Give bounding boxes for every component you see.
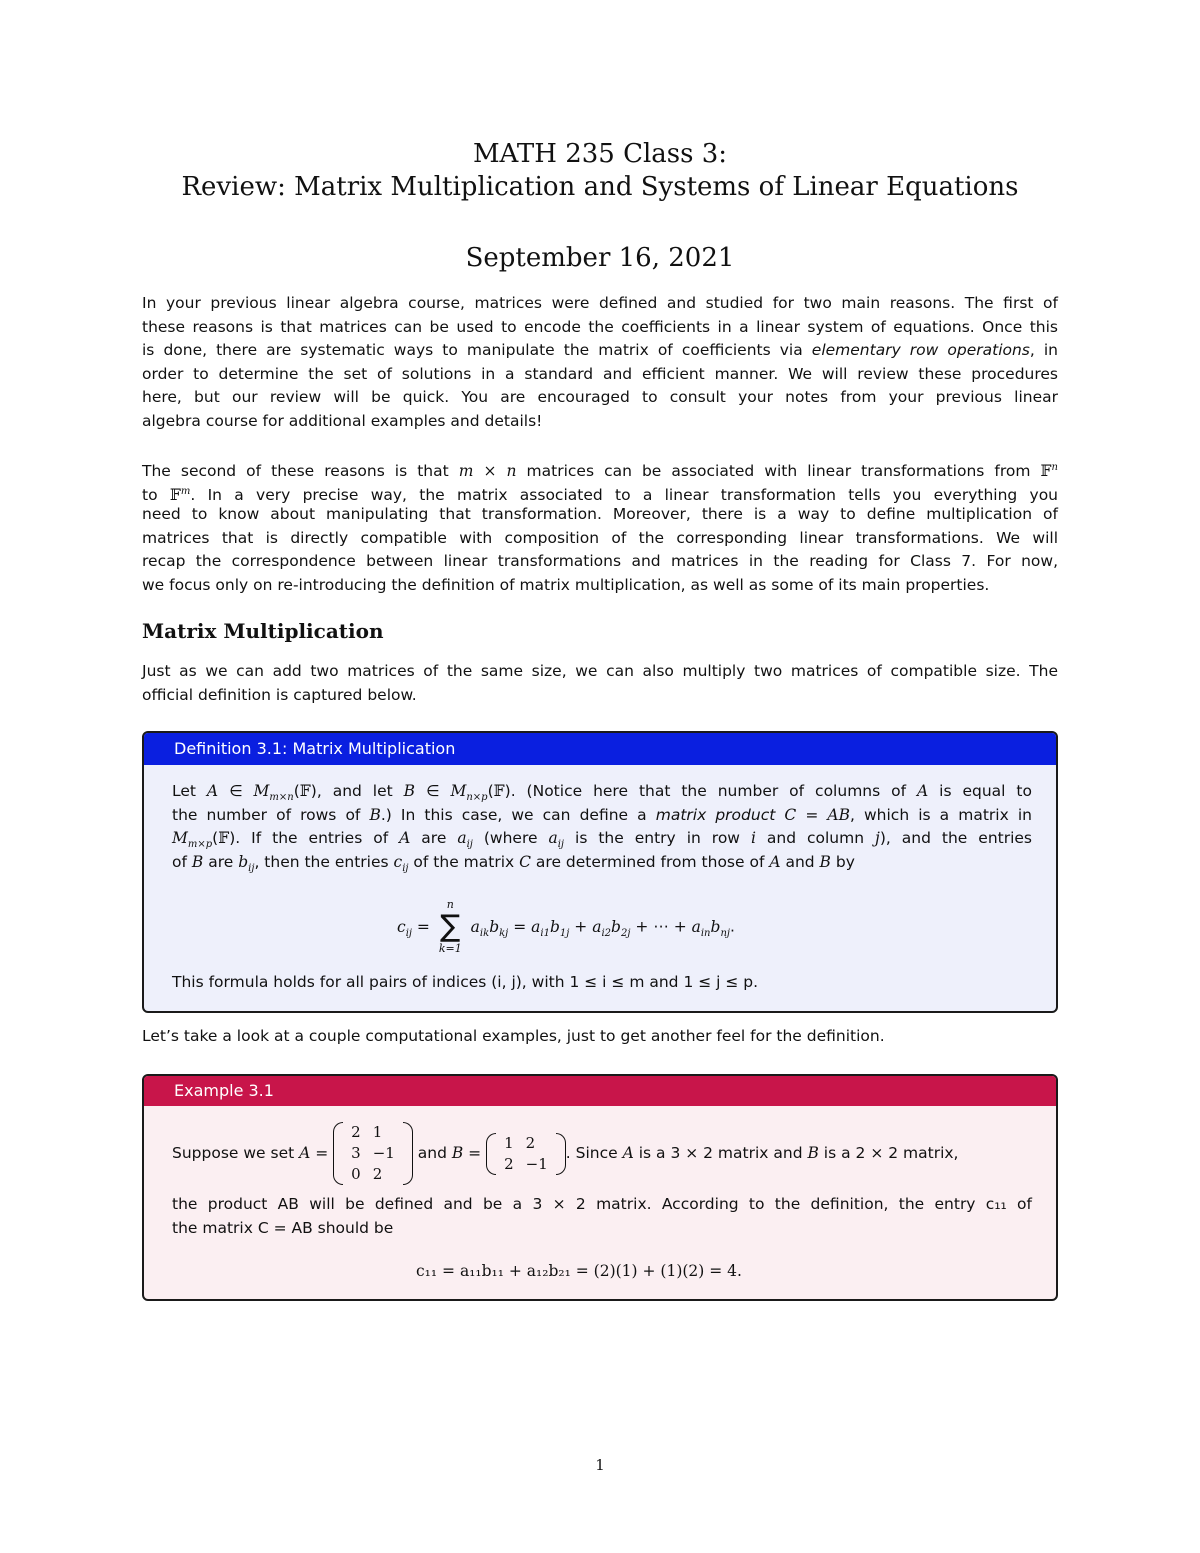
text-line: Let A ∈ $M_{m\times n}(𝔽)$, and let B ∈ $M_{n\times p}(𝔽)$. (Notice here that the number of columns of A is equal to xyxy=(172,782,1032,804)
definition-title: Definition 3.1: Matrix Multiplication xyxy=(144,733,1056,765)
example-body xyxy=(172,1193,1032,1240)
definition-body xyxy=(172,780,1032,874)
text-line: official definition is captured below. xyxy=(142,685,417,704)
text-line: these reasons is that matrices can be used to encode the coefficients in a linear system of equations. Once this xyxy=(142,317,1058,336)
definition-box xyxy=(142,731,1058,1013)
section-intro-paragraph xyxy=(142,660,1058,707)
intro-paragraph-2 xyxy=(142,456,1058,597)
intro-paragraph-1 xyxy=(142,292,1058,433)
text-line: to 𝔽$^m$. In a very precise way, the matrix associated to a linear transformation tells you everything you xyxy=(142,485,1058,504)
matrix-product-formula: $c_{ij}$ = n ∑ k=1 $a_{ik}b_{kj} = a_{i1}b_{1j} + a_{i2}b_{2j}$ + ⋯ + $a_{in}b_{nj}$. xyxy=(397,898,735,955)
matrix-b: 1 2 2 −1 xyxy=(486,1133,566,1175)
example-title: Example 3.1 xyxy=(144,1076,1056,1106)
section-heading: Matrix Multiplication xyxy=(142,619,384,643)
transition-paragraph xyxy=(142,1025,1058,1049)
text-line: recap the correspondence between linear transformations and matrices in the reading for Class 7. For now, xyxy=(142,552,1058,570)
text-line: Let’s take a look at a couple computational examples, just to get another feel for the definition. xyxy=(142,1027,885,1045)
text-line: $M_{m\times p}(𝔽)$. If the entries of A are $a_{ij}$ (where $a_{ij}$ is the entry in row i and column j), and the entries xyxy=(172,829,1033,851)
example-first-line: Suppose we set A = 2 1 3 −1 0 2 and B = 1 2 2 −1 . Since A is a 3 × 2 matrix and B is a 2 × 2 matrix, xyxy=(172,1123,959,1183)
document-date: September 16, 2021 xyxy=(465,243,735,273)
text-line: the number of rows of B.) In this case, we can define a matrix product C = AB, which is a matrix in xyxy=(172,805,1032,824)
text-line: In your previous linear algebra course, matrices were defined and studied for two main reasons. The first of xyxy=(142,294,1058,312)
text-line: the product AB will be defined and be a 3 × 2 matrix. According to the definition, the entry c₁₁ of xyxy=(172,1195,1032,1213)
text-line: we focus only on re-introducing the definition of matrix multiplication, as well as some of its main properties. xyxy=(142,575,990,594)
document-title-line2: Review: Matrix Multiplication and Systems of Linear Equations xyxy=(181,172,1019,202)
text-line: order to determine the set of solutions in a standard and efficient manner. We will review these procedures xyxy=(142,364,1058,383)
document-title-line1: MATH 235 Class 3: xyxy=(472,139,728,169)
matrix-a: 2 1 3 −1 0 2 xyxy=(333,1122,413,1185)
text-line: algebra course for additional examples and details! xyxy=(142,411,543,430)
page-number: 1 xyxy=(595,1456,605,1474)
text-line: of B are $b_{ij}$, then the entries $c_{ij}$ of the matrix C are determined from those of A and B by xyxy=(172,852,855,874)
example-box xyxy=(142,1074,1058,1301)
text-line: matrices that is directly compatible with composition of the corresponding linear transformations. We will xyxy=(142,528,1058,547)
text-line: here, but our review will be quick. You are encouraged to consult your notes from your previous linear xyxy=(142,388,1058,406)
text-line: the matrix C = AB should be xyxy=(172,1218,394,1237)
text-line: Just as we can add two matrices of the same size, we can also multiply two matrices of compatible size. The xyxy=(142,662,1058,680)
example-formula: c₁₁ = a₁₁b₁₁ + a₁₂b₂₁ = (2)(1) + (1)(2) = 4. xyxy=(416,1262,742,1280)
text-line: need to know about manipulating that transformation. Moreover, there is a way to define multiplication of xyxy=(142,505,1058,523)
definition-closing: This formula holds for all pairs of indices (i, j), with 1 ≤ i ≤ m and 1 ≤ j ≤ p. xyxy=(172,973,759,991)
text-line: is done, there are systematic ways to manipulate the matrix of coefficients via elementary row operations, in xyxy=(142,341,1059,359)
text-line: The second of these reasons is that m × n matrices can be associated with linear transformations from 𝔽$^n$ xyxy=(142,462,1058,481)
